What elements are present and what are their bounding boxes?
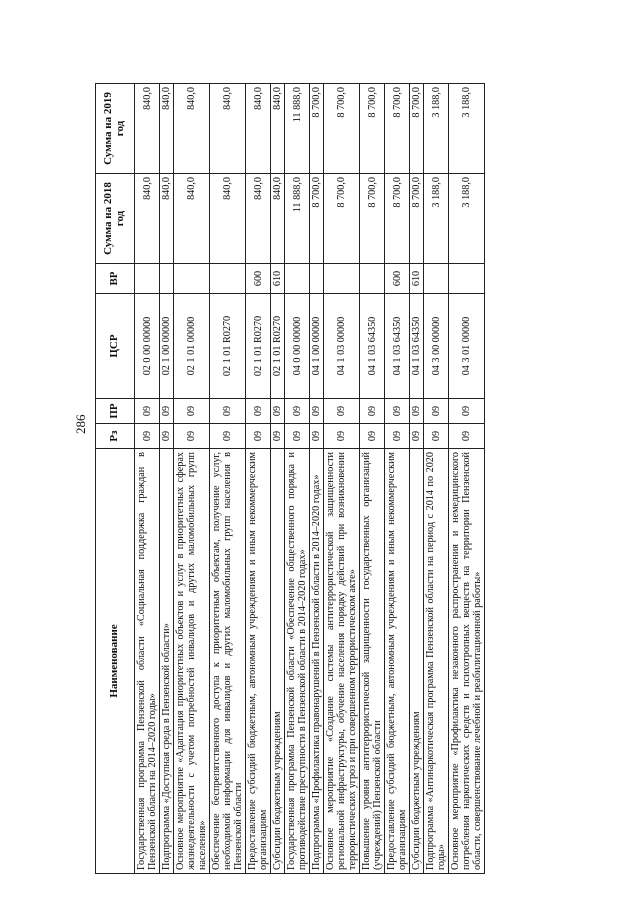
cell-name: Предоставление субсидий бюджетным, автономным учреждениям и иным некоммерческим организациям <box>385 449 410 874</box>
cell-pr: 09 <box>385 399 410 424</box>
cell-sum2019: 840,0 <box>135 84 160 174</box>
cell-vr: 610 <box>271 264 285 294</box>
cell-vr <box>160 264 174 294</box>
cell-csr: 02 1 01 R0270 <box>246 294 271 399</box>
cell-sum2019: 11 888,0 <box>285 84 310 174</box>
table-row <box>449 84 485 874</box>
cell-csr: 04 1 03 64350 <box>410 294 424 399</box>
table-row <box>324 84 360 874</box>
cell-pr: 09 <box>285 399 310 424</box>
table-row <box>360 84 385 874</box>
cell-sum2019: 8 700,0 <box>410 84 424 174</box>
cell-vr <box>310 264 324 294</box>
cell-csr: 04 1 03 64350 <box>385 294 410 399</box>
cell-rz: 09 <box>449 424 485 449</box>
cell-rz: 09 <box>160 424 174 449</box>
cell-csr: 04 1 03 00000 <box>324 294 360 399</box>
cell-rz: 09 <box>410 424 424 449</box>
cell-sum2019: 3 188,0 <box>424 84 449 174</box>
cell-rz: 09 <box>310 424 324 449</box>
cell-sum2018: 8 700,0 <box>410 174 424 264</box>
header-csr: ЦСР <box>96 294 135 399</box>
cell-name: Подпрограмма «Антинаркотическая программа Пензенской области на период с 2014 по 2020 годы» <box>424 449 449 874</box>
cell-rz: 09 <box>135 424 160 449</box>
cell-name: Повышение уровня антитеррористической защищенности государственных организаций (учреждений) Пензенской области <box>360 449 385 874</box>
cell-rz: 09 <box>324 424 360 449</box>
table-row <box>410 84 424 874</box>
cell-pr: 09 <box>210 399 246 424</box>
cell-sum2018: 840,0 <box>135 174 160 264</box>
cell-csr: 02 1 01 00000 <box>174 294 210 399</box>
cell-pr: 09 <box>174 399 210 424</box>
cell-rz: 09 <box>210 424 246 449</box>
table-row <box>135 84 160 874</box>
table-row <box>174 84 210 874</box>
cell-pr: 09 <box>410 399 424 424</box>
cell-sum2018: 8 700,0 <box>360 174 385 264</box>
cell-rz: 09 <box>174 424 210 449</box>
cell-vr <box>285 264 310 294</box>
cell-vr <box>360 264 385 294</box>
header-vr: ВР <box>96 264 135 294</box>
cell-rz: 09 <box>424 424 449 449</box>
cell-sum2018: 3 188,0 <box>449 174 485 264</box>
cell-sum2018: 840,0 <box>246 174 271 264</box>
table-row <box>285 84 310 874</box>
header-pr: ПР <box>96 399 135 424</box>
cell-sum2018: 8 700,0 <box>310 174 324 264</box>
table-row <box>246 84 271 874</box>
cell-pr: 09 <box>324 399 360 424</box>
cell-csr: 02 1 00 00000 <box>160 294 174 399</box>
cell-rz: 09 <box>246 424 271 449</box>
cell-csr: 02 1 01 R0270 <box>210 294 246 399</box>
table-header-row <box>96 84 135 874</box>
cell-sum2019: 8 700,0 <box>310 84 324 174</box>
cell-csr: 02 1 01 R0270 <box>271 294 285 399</box>
rotated-page <box>73 84 540 874</box>
cell-name: Предоставление субсидий бюджетным, автономным учреждениям и иным некоммерческим организациям <box>246 449 271 874</box>
cell-sum2019: 840,0 <box>246 84 271 174</box>
cell-name: Субсидии бюджетным учреждениям <box>271 449 285 874</box>
cell-sum2018: 8 700,0 <box>324 174 360 264</box>
cell-pr: 09 <box>271 399 285 424</box>
cell-pr: 09 <box>135 399 160 424</box>
cell-sum2018: 8 700,0 <box>385 174 410 264</box>
cell-sum2019: 8 700,0 <box>324 84 360 174</box>
cell-rz: 09 <box>385 424 410 449</box>
cell-sum2019: 8 700,0 <box>360 84 385 174</box>
cell-pr: 09 <box>246 399 271 424</box>
cell-vr: 600 <box>246 264 271 294</box>
table-row <box>271 84 285 874</box>
cell-sum2019: 3 188,0 <box>449 84 485 174</box>
table-row <box>210 84 246 874</box>
cell-sum2019: 840,0 <box>160 84 174 174</box>
table-row <box>160 84 174 874</box>
cell-sum2018: 11 888,0 <box>285 174 310 264</box>
cell-sum2018: 3 188,0 <box>424 174 449 264</box>
cell-vr: 610 <box>410 264 424 294</box>
cell-rz: 09 <box>360 424 385 449</box>
cell-sum2018: 840,0 <box>210 174 246 264</box>
header-sum-2019: Сумма на 2019 год <box>96 84 135 174</box>
cell-sum2019: 840,0 <box>174 84 210 174</box>
cell-pr: 09 <box>424 399 449 424</box>
cell-vr <box>135 264 160 294</box>
cell-name: Обеспечение беспрепятственного доступа к приоритетным объектам, получение услуг, необходимой информации для инвалидов и других маломобильных групп населения в Пензенской области <box>210 449 246 874</box>
cell-rz: 09 <box>271 424 285 449</box>
cell-sum2018: 840,0 <box>160 174 174 264</box>
cell-pr: 09 <box>360 399 385 424</box>
cell-vr <box>210 264 246 294</box>
cell-rz: 09 <box>285 424 310 449</box>
cell-sum2019: 840,0 <box>210 84 246 174</box>
cell-name: Субсидии бюджетным учреждениям <box>410 449 424 874</box>
cell-vr: 600 <box>385 264 410 294</box>
page-number: 286 <box>73 414 88 434</box>
header-sum-2018: Сумма на 2018 год <box>96 174 135 264</box>
cell-csr: 04 3 01 00000 <box>449 294 485 399</box>
cell-name: Подпрограмма «Профилактика правонарушений в Пензенской области в 2014–2020 годах» <box>310 449 324 874</box>
cell-name: Подпрограмма «Доступная среда в Пензенской области» <box>160 449 174 874</box>
cell-sum2019: 8 700,0 <box>385 84 410 174</box>
cell-name: Основное мероприятие «Адаптация приоритетных объектов и услуг в приоритетных сферах жизнедеятельности с учетом потребностей инвалидов и других маломобильных групп населения» <box>174 449 210 874</box>
cell-pr: 09 <box>160 399 174 424</box>
table-row <box>385 84 410 874</box>
cell-name: Основное мероприятие «Профилактика незаконного распространения и немедицинского потребления наркотических средств и психотропных веществ на территории Пензенской области, совершенствование лечебной и реабилитационной работы» <box>449 449 485 874</box>
cell-sum2018: 840,0 <box>174 174 210 264</box>
cell-csr: 04 1 00 00000 <box>310 294 324 399</box>
cell-sum2019: 840,0 <box>271 84 285 174</box>
cell-name: Государственная программа Пензенской области «Социальная поддержка граждан в Пензенской области на 2014–2020 годы» <box>135 449 160 874</box>
table-row <box>424 84 449 874</box>
cell-vr <box>449 264 485 294</box>
cell-vr <box>424 264 449 294</box>
cell-pr: 09 <box>449 399 485 424</box>
cell-csr: 04 1 03 64350 <box>360 294 385 399</box>
cell-sum2018: 840,0 <box>271 174 285 264</box>
cell-vr <box>324 264 360 294</box>
budget-table <box>95 83 485 874</box>
cell-name: Государственная программа Пензенской области «Обеспечение общественного порядка и противодействие преступности в Пензенской области в 2014–2020 годах» <box>285 449 310 874</box>
cell-csr: 02 0 00 00000 <box>135 294 160 399</box>
cell-csr: 04 0 00 00000 <box>285 294 310 399</box>
cell-name: Основное мероприятие «Создание системы антитеррористической защищенности региональной инфраструктуры, обучение населения порядку действий при возникновении террористических угроз и при совершенном террористическом акте» <box>324 449 360 874</box>
header-rz: Рз <box>96 424 135 449</box>
cell-vr <box>174 264 210 294</box>
cell-csr: 04 3 00 00000 <box>424 294 449 399</box>
table-row <box>310 84 324 874</box>
header-name: Наименование <box>96 449 135 874</box>
cell-pr: 09 <box>310 399 324 424</box>
